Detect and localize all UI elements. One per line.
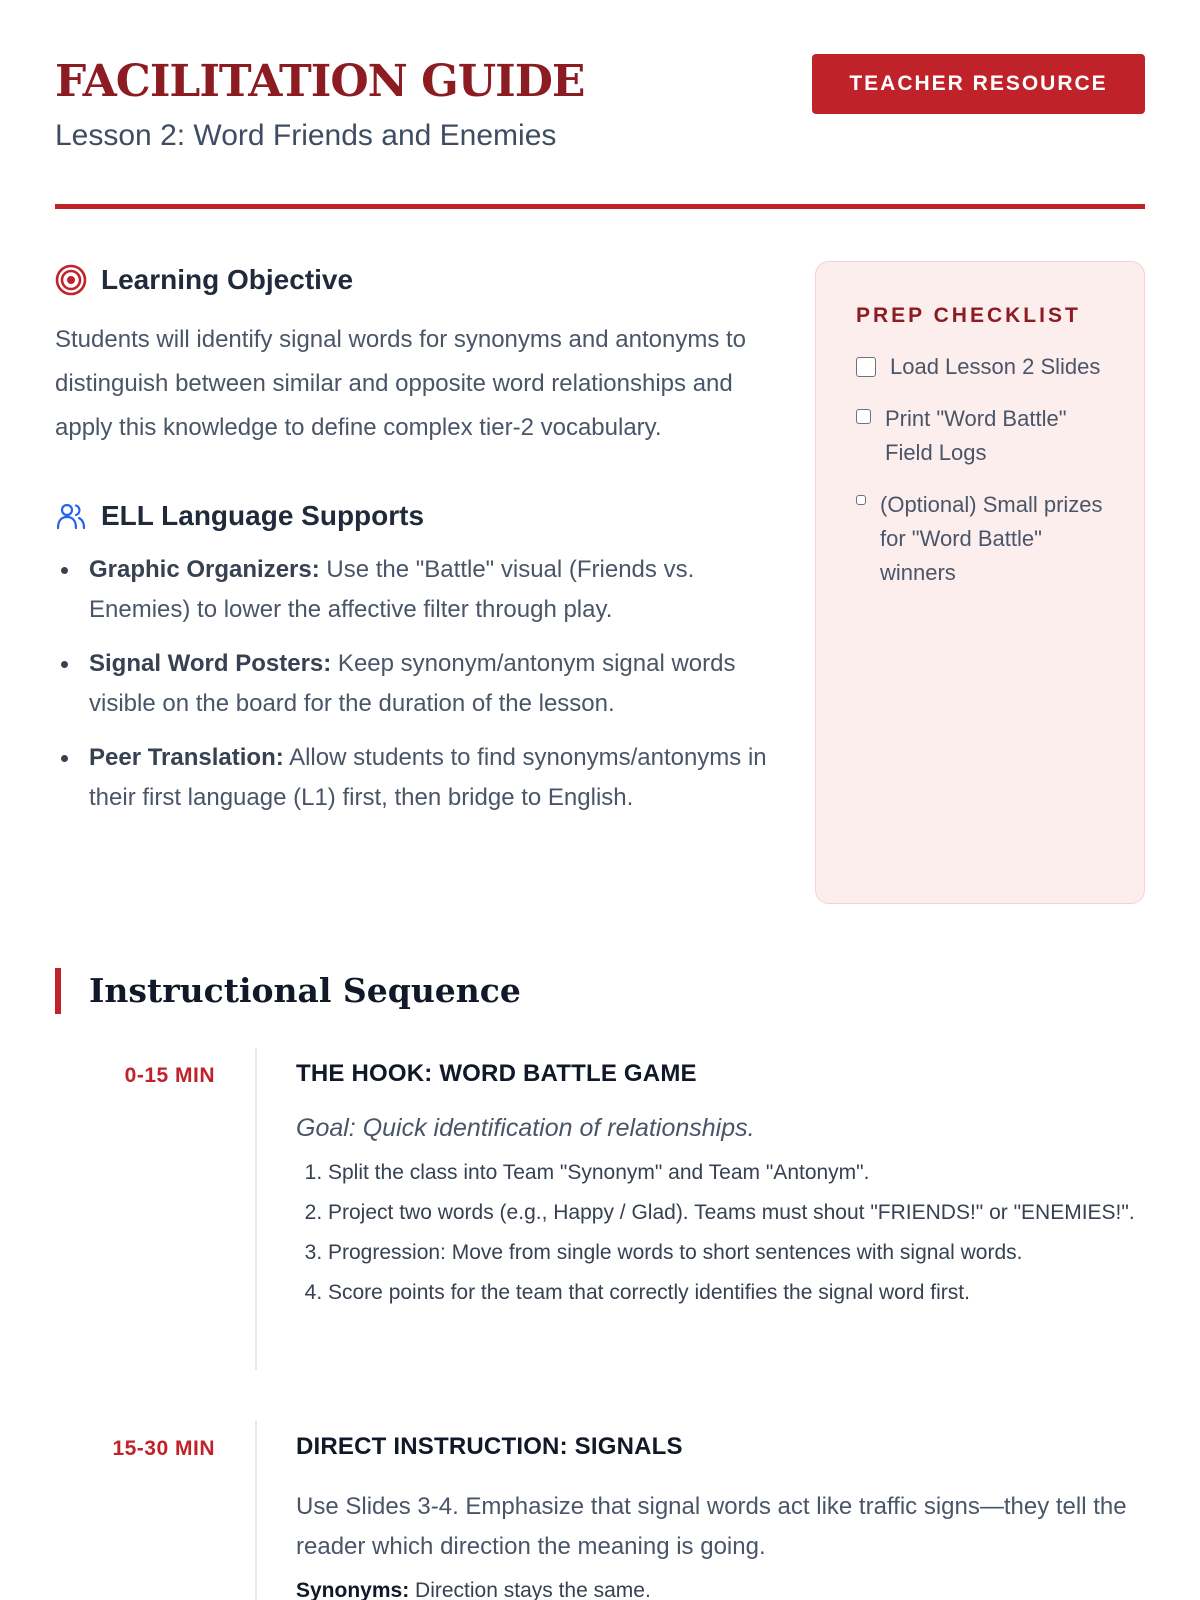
sequence-step-direct-instruction <box>55 1433 1145 1600</box>
ell-supports-heading <box>55 500 775 532</box>
sequence-step-hook <box>55 1060 1145 1382</box>
step-time: 0-15 MIN <box>124 1064 215 1087</box>
support-text: Allow students to find synonyms/antonyms in their first language (L1) first, then bridge to English. <box>89 744 767 811</box>
step-title: DIRECT INSTRUCTION: SIGNALS <box>296 1433 683 1460</box>
lesson-subtitle: Lesson 2: Word Friends and Enemies <box>55 119 557 152</box>
checkbox[interactable] <box>856 495 866 505</box>
overview-main <box>55 264 775 832</box>
support-term: Peer Translation: <box>89 744 284 771</box>
checklist-item <box>856 488 1104 590</box>
timeline-divider <box>255 1421 257 1600</box>
list-item <box>55 738 775 818</box>
note-text: Direction stays the same. <box>409 1579 651 1600</box>
prep-checklist <box>815 261 1145 904</box>
page-title: FACILITATION GUIDE <box>55 56 585 107</box>
step-goal: Goal: Quick identification of relationships. <box>296 1114 755 1142</box>
list-item: 3. Progression: Move from single words to short sentences with signal words. <box>328 1237 1146 1269</box>
overview-section <box>55 209 1145 909</box>
list-item: 2. Project two words (e.g., Happy / Glad). Teams must shout "FRIENDS!" or "ENEMIES!". <box>328 1197 1146 1229</box>
list-item: 4. Score points for the team that correctly identifies the signal word first. <box>328 1277 1146 1309</box>
step-description: Use Slides 3-4. Emphasize that signal words act like traffic signs—they tell the reader which direction the meaning is going. <box>296 1493 1127 1560</box>
step-title: THE HOOK: WORD BATTLE GAME <box>296 1060 697 1087</box>
checklist-item-label: Load Lesson 2 Slides <box>890 354 1101 379</box>
support-text: Keep synonym/antonym signal words visible on the board for the duration of the lesson. <box>89 650 736 717</box>
checkbox[interactable] <box>856 409 871 424</box>
teacher-resource-badge: TEACHER RESOURCE <box>812 54 1145 114</box>
instructional-sequence-heading: Instructional Sequence <box>55 968 521 1014</box>
support-text: Use the "Battle" visual (Friends vs. Enemies) to lower the affective filter through play. <box>89 556 695 623</box>
target-icon <box>55 264 87 296</box>
learning-objective-label: Learning Objective <box>101 264 354 295</box>
step-content <box>296 1060 1146 1317</box>
timeline-divider <box>255 1048 257 1370</box>
users-icon <box>55 500 87 532</box>
ell-supports-label: ELL Language Supports <box>101 500 425 531</box>
checklist-item-label: Print "Word Battle" Field Logs <box>885 406 1067 465</box>
note-term: Synonyms: <box>296 1579 410 1600</box>
step-time: 15-30 MIN <box>112 1437 215 1460</box>
list-item <box>55 644 775 724</box>
checklist-item <box>856 350 1104 384</box>
checkbox[interactable] <box>856 357 876 377</box>
step-note <box>296 1579 1146 1600</box>
step-instructions <box>296 1157 1146 1309</box>
ell-supports-list <box>55 550 775 818</box>
checklist-item <box>856 402 1104 470</box>
list-item <box>55 550 775 630</box>
list-item: 1. Split the class into Team "Synonym" and Team "Antonym". <box>328 1157 1146 1189</box>
learning-objective-text: Students will identify signal words for synonyms and antonyms to distinguish between similar and opposite word relationships and apply this knowledge to define complex tier-2 vocabulary. <box>55 326 746 441</box>
prep-checklist-items <box>856 350 1104 590</box>
support-term: Graphic Organizers: <box>89 556 320 583</box>
learning-objective-heading <box>55 264 775 296</box>
checklist-item-label: (Optional) Small prizes for "Word Battle" winners <box>880 492 1103 585</box>
page-header <box>55 0 1145 209</box>
prep-checklist-title: PREP CHECKLIST <box>856 304 1081 327</box>
step-content <box>296 1433 1146 1600</box>
support-term: Signal Word Posters: <box>89 650 332 677</box>
